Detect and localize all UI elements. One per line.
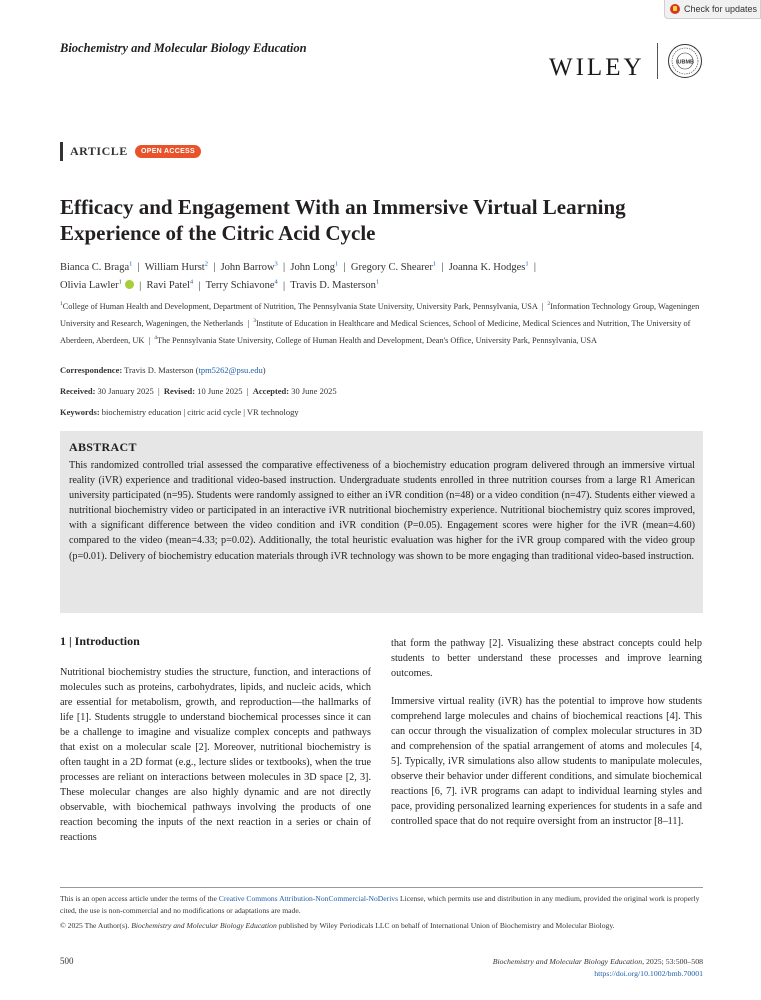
body-paragraph: Immersive virtual reality (iVR) has the potential to improve how students comprehend large molecules and chains of biochemical reactions [4]. This can occur through the visualization of complex molecular structures in 3D and comprehension of the spatial arrangement of atoms and molecules [4, 5]. Typically, iVR simulations also allow students to manipulate molecules, observe their behavior under different conditions, and simulate biochemical reactions [6, 7]. iVR programs can adapt to individual learning styles and pace, providing personalized learning experiences for students in a safe and controlled space that do not require oversight from an instructor [8–11]. (391, 696, 702, 827)
keywords-list: biochemistry education | citric acid cycle | VR technology (101, 407, 299, 417)
article-title: Efficacy and Engagement With an Immersive Virtual Learning Experience of the Citric Acid Cycle (60, 195, 626, 245)
revised-date: 10 June 2025 (197, 386, 243, 396)
publisher-logo: WILEY (549, 54, 645, 81)
article-type: ARTICLE (70, 144, 128, 158)
journal-title: Biochemistry and Molecular Biology Education (60, 41, 307, 55)
license-note: This is an open access article under the terms of the Creative Commons Attribution-NonCommercial-NoDerivs License, which permits use and distribution in any medium, provided the original work is properly cited, the use is non-commercial and no modifications or adaptations are made. (60, 894, 700, 915)
iubmb-seal-icon (667, 43, 703, 79)
crossmark-icon (670, 4, 680, 14)
check-for-updates-button[interactable] (664, 0, 761, 19)
citation: Biochemistry and Molecular Biology Education, 2025; 53:500–508 https://doi.org/10.1002/bmb.70001 (492, 957, 703, 978)
orcid-icon[interactable] (125, 280, 134, 289)
author[interactable]: Olivia Lawler$^1$ (60, 280, 134, 291)
affiliation: The Pennsylvania State University, College of Human Health and Development, Dean's Office, University Park, Pennsylvania, USA (157, 335, 598, 345)
page-number: 500 (60, 956, 74, 966)
author[interactable]: Ravi Patel$^4$ (146, 278, 194, 291)
doi-link[interactable]: https://doi.org/10.1002/bmb.70001 (594, 968, 703, 978)
abstract-heading: ABSTRACT (69, 440, 137, 454)
footer-rule (60, 887, 703, 888)
author[interactable]: John Barrow$^3$ (220, 260, 278, 273)
received-date: 30 January 2025 (97, 386, 154, 396)
body-paragraph: Nutritional biochemistry studies the structure, function, and interactions of molecules such as proteins, carbohydrates, lipids, and nucleic acids, which are essential for metabolism, growth, and reproduction—the hallmarks of life [1]. Students struggle to understand biochemical processes since it can be a challenge to imagine and visualize complex concepts and pathways that exist on a molecular scale [2]. Moreover, nutritional biochemistry is often taught in a 2D format (e.g., lecture slides or textbooks), when the true processes are reliant on interactions between molecules in 3D space [2, 3]. These molecular changes are also highly dynamic and are not directly observable, with biochemical pathways involving the products of one reaction becoming the inputs of the next reaction in a series or chain of reactions (60, 667, 371, 843)
copyright-note: © 2025 The Author(s). Biochemistry and Molecular Biology Education published by Wiley Periodicals LLC on behalf of International Union of Biochemistry and Molecular Biology. (60, 921, 615, 930)
open-access-badge: OPEN ACCESS (135, 145, 201, 158)
author-line-2: Olivia Lawler$^1$ | Ravi Patel$^4$ | Terry Schiavone$^4$ | Travis D. Masterson$^1$ (60, 278, 380, 291)
section-heading: 1 | Introduction (60, 634, 140, 648)
author[interactable]: Bianca C. Braga$^1$ (60, 260, 133, 273)
article-type-bar (60, 142, 63, 161)
check-for-updates-label: Check for updates (684, 4, 758, 14)
license-link[interactable]: Creative Commons Attribution-NonCommercial-NoDerivs (218, 894, 399, 903)
author[interactable]: Terry Schiavone$^4$ (205, 278, 278, 291)
correspondence-email-link[interactable]: tpm5262@psu.edu (198, 365, 263, 375)
author-line-1: Bianca C. Braga$^1$ | William Hurst$^2$ | John Barrow$^3$ | John Long$^1$ | Gregory C. Shearer$^1$ | Joanna K. Hodges$^1$ | (60, 260, 536, 273)
body-paragraph: that form the pathway [2]. Visualizing these abstract concepts could help students to better understand these processes and improve learning outcomes. (391, 638, 702, 679)
author[interactable]: William Hurst$^2$ (144, 260, 208, 273)
abstract-text: This randomized controlled trial assessed the comparative effectiveness of a biochemistry education program delivered through an immersive virtual reality (iVR) experience and traditional video-based instruction. Undergraduate students enrolled in three nutrition courses from a large R1 American university participated (n=95). Students were randomly assigned to either an iVR condition (n=48) or a video condition (n=47). Students either viewed a nutritional biochemistry video or participated in an interactive iVR nutritional biochemistry experience. Nutritional biochemistry quiz scores improved, with a significant difference between the video condition and iVR condition (P=0.05). Engagement scores were higher for the iVR (mean=4.60) compared to the video (mean=4.33; p=0.02). Additionally, the total heuristic evaluation was higher for the iVR group compared with the video group (p=0.01). Delivery of biochemistry education materials through iVR technology was shown to be more engaging than traditional video-based instruction. (69, 460, 695, 562)
article-dates: Received: 30 January 2025 | Revised: 10 June 2025 | Accepted: 30 June 2025 (60, 386, 337, 396)
affiliation: Institute of Education in Healthcare and Medical Sciences, School of Medicine, Medical Sciences and Nutrition, The University of Aberdeen, Aberdeen, UK (60, 318, 691, 345)
author-list (60, 256, 710, 293)
affiliations: $^1$College of Human Health and Development, Department of Nutrition, The Pennsylvania State University, University Park, Pennsylvania, USA | $^2$Information Technology Group, Wageningen University and Research, Wageningen, the Netherlands | $^3$Institute of Education in Healthcare and Medical Sciences, School of Medicine, Medical Sciences and Nutrition, The University of Aberdeen, Aberdeen, UK | $^4$The Pennsylvania State University, College of Human Health and Development, Dean's Office, University Park, Pennsylvania, USA (60, 301, 700, 345)
author[interactable]: John Long$^1$ (290, 260, 339, 273)
seal-text: IUBMB (675, 59, 695, 66)
author[interactable]: Gregory C. Shearer$^1$ (350, 260, 437, 273)
author[interactable]: Joanna K. Hodges$^1$ (448, 260, 529, 273)
correspondence: Correspondence: Travis D. Masterson (tpm5262@psu.edu) (60, 365, 266, 375)
accepted-date: 30 June 2025 (291, 386, 337, 396)
logo-divider (657, 43, 658, 79)
affiliation: College of Human Health and Development, Department of Nutrition, The Pennsylvania State University, University Park, Pennsylvania, USA (62, 301, 538, 311)
author[interactable]: Travis D. Masterson$^1$ (290, 278, 380, 291)
keywords: Keywords: biochemistry education | citric acid cycle | VR technology (60, 407, 299, 417)
affiliation: Information Technology Group, Wageningen University and Research, Wageningen, the Netherlands (60, 301, 700, 328)
